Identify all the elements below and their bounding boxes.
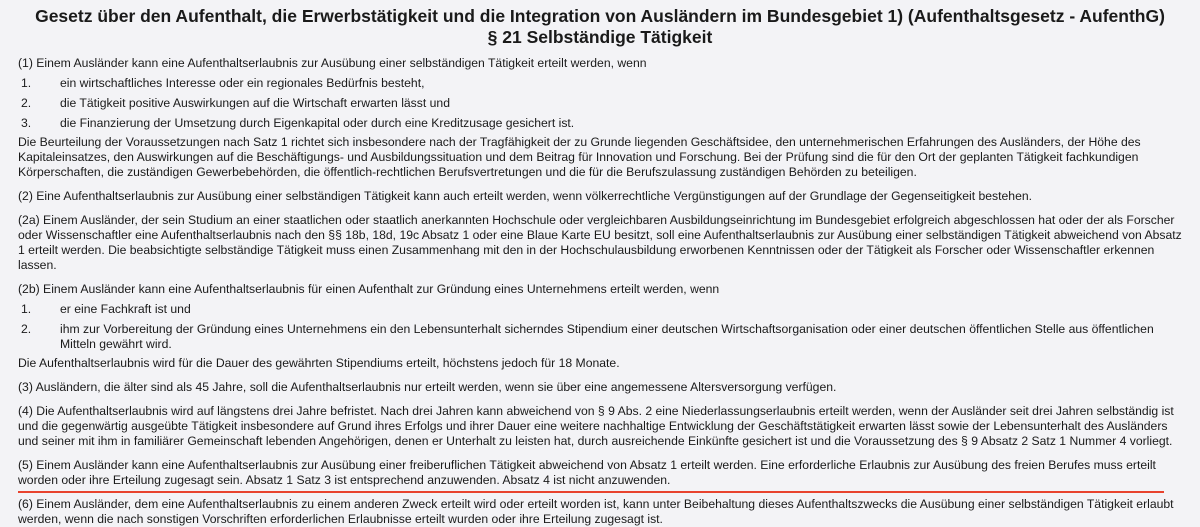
highlight-divider	[18, 491, 1164, 493]
section-title: § 21 Selbständige Tätigkeit	[487, 27, 713, 47]
list-item	[18, 76, 1182, 91]
paragraph-1-tail: Die Beurteilung der Voraussetzungen nach Satz 1 richtet sich insbesondere nach der Tragfähigkeit der zu Grunde liegenden Geschäftsidee, den unternehmerischen Erfahrungen des Ausländers, der Höhe des Kapitaleinsatzes, den Auswirkungen auf die Beschäftigungs- und Ausbildungssituation und dem Beitrag für Innovation und Forschung. Bei der Prüfung sind die für den Ort der geplanten Tätigkeit fachkundigen Körperschaften, die zuständigen Gewerbebehörden, die öffentlich-rechtlichen Berufsvertretungen und die für die Berufszulassung zuständigen Behörden zu beteiligen.	[18, 135, 1141, 179]
paragraph-2b: (2b) Einem Ausländer kann eine Aufenthaltserlaubnis für einen Aufenthalt zur Gründung eines Unternehmens erteilt werden, wenn	[18, 282, 720, 296]
list-item	[18, 302, 1182, 317]
list-item	[18, 116, 1182, 131]
paragraph-3: (3) Ausländern, die älter sind als 45 Jahre, soll die Aufenthaltserlaubnis nur erteilt werden, wenn sie über eine angemessene Altersversorgung verfügen.	[18, 380, 837, 394]
list-item	[18, 96, 1182, 111]
list-text: er eine Fachkraft ist und	[60, 302, 191, 316]
list-number: 1.	[21, 76, 32, 90]
list-number: 2.	[21, 96, 32, 110]
list-number: 2.	[21, 322, 32, 336]
list-text: die Tätigkeit positive Auswirkungen auf die Wirtschaft erwarten lässt und	[60, 96, 450, 110]
paragraph-1: (1) Einem Ausländer kann eine Aufenthaltserlaubnis zur Ausübung einer selbständigen Tätigkeit erteilt werden, wenn	[18, 56, 647, 70]
list-text: ihm zur Vorbereitung der Gründung eines Unternehmens ein den Lebensunterhalt sicherndes Stipendium einer deutschen Wirtschaftsorganisation oder einer deutschen öffentlichen Stelle aus öffentlichen Mitteln gewährt wird.	[60, 322, 1154, 351]
list-number: 3.	[21, 116, 32, 130]
law-title: Gesetz über den Aufenthalt, die Erwerbstätigkeit und die Integration von Ausländern im Bundesgebiet 1) (Aufenthaltsgesetz - AufenthG)	[35, 6, 1165, 26]
paragraph-6: (6) Einem Ausländer, dem eine Aufenthaltserlaubnis zu einem anderen Zweck erteilt wird oder erteilt worden ist, kann unter Beibehaltung dieses Aufenthaltszwecks die Ausübung einer selbständigen Tätigkeit erlaubt werden, wenn die nach sonstigen Vorschriften erforderlichen Erlaubnisse erteilt wurden oder ihre Erteilung zugesagt ist.	[18, 497, 1174, 526]
paragraph-2a: (2a) Einem Ausländer, der sein Studium an einer staatlichen oder staatlich anerkannten Hochschule oder vergleichbaren Ausbildungseinrichtung im Bundesgebiet erfolgreich abgeschlossen hat oder der als Forscher oder Wissenschaftler eine Aufenthaltserlaubnis nach den §§ 18b, 18d, 19c Absatz 1 oder eine Blaue Karte EU besitzt, soll eine Aufenthaltserlaubnis zur Ausübung einer selbständigen Tätigkeit abweichend von Absatz 1 erteilt werden. Die beabsichtigte selbständige Tätigkeit muss einen Zusammenhang mit den in der Hochschulausbildung erworbenen Kenntnissen oder der Tätigkeit als Forscher oder Wissenschaftler erkennen lassen.	[18, 213, 1182, 272]
paragraph-4: (4) Die Aufenthaltserlaubnis wird auf längstens drei Jahre befristet. Nach drei Jahren kann abweichend von § 9 Abs. 2 eine Niederlassungserlaubnis erteilt werden, wenn der Ausländer seit drei Jahren selbständig ist und die gegenwärtig ausgeübte Tätigkeit insbesondere auf Grund ihres Erfolgs und ihrer Dauer eine weitere nachhaltige Entwicklung der Geschäftstätigkeit erwarten lässt sowie der Lebensunterhalt des Ausländers und seiner mit ihm in familiärer Gemeinschaft lebenden Angehörigen, denen er Unterhalt zu leisten hat, durch ausreichende Einkünfte gesichert ist und die Voraussetzung des § 9 Absatz 2 Satz 1 Nummer 4 vorliegt.	[18, 404, 1174, 448]
paragraph-5: (5) Einem Ausländer kann eine Aufenthaltserlaubnis zur Ausübung einer freiberuflichen Tätigkeit abweichend von Absatz 1 erteilt werden. Eine erforderliche Erlaubnis zur Ausübung des freien Berufes muss erteilt worden oder ihre Erteilung zugesagt sein. Absatz 1 Satz 3 ist entsprechend anzuwenden. Absatz 4 ist nicht anzuwenden.	[18, 458, 1156, 487]
paragraph-2b-tail: Die Aufenthaltserlaubnis wird für die Dauer des gewährten Stipendiums erteilt, höchstens jedoch für 18 Monate.	[18, 356, 620, 370]
paragraph-2: (2) Eine Aufenthaltserlaubnis zur Ausübung einer selbständigen Tätigkeit kann auch erteilt werden, wenn völkerrechtliche Vergünstigungen auf der Grundlage der Gegenseitigkeit bestehen.	[18, 189, 1033, 203]
list-number: 1.	[21, 302, 32, 316]
list-text: die Finanzierung der Umsetzung durch Eigenkapital oder durch eine Kreditzusage gesichert ist.	[60, 116, 575, 130]
list-item	[18, 322, 1182, 352]
list-text: ein wirtschaftliches Interesse oder ein regionales Bedürfnis besteht,	[60, 76, 425, 90]
page-title	[18, 6, 1182, 48]
